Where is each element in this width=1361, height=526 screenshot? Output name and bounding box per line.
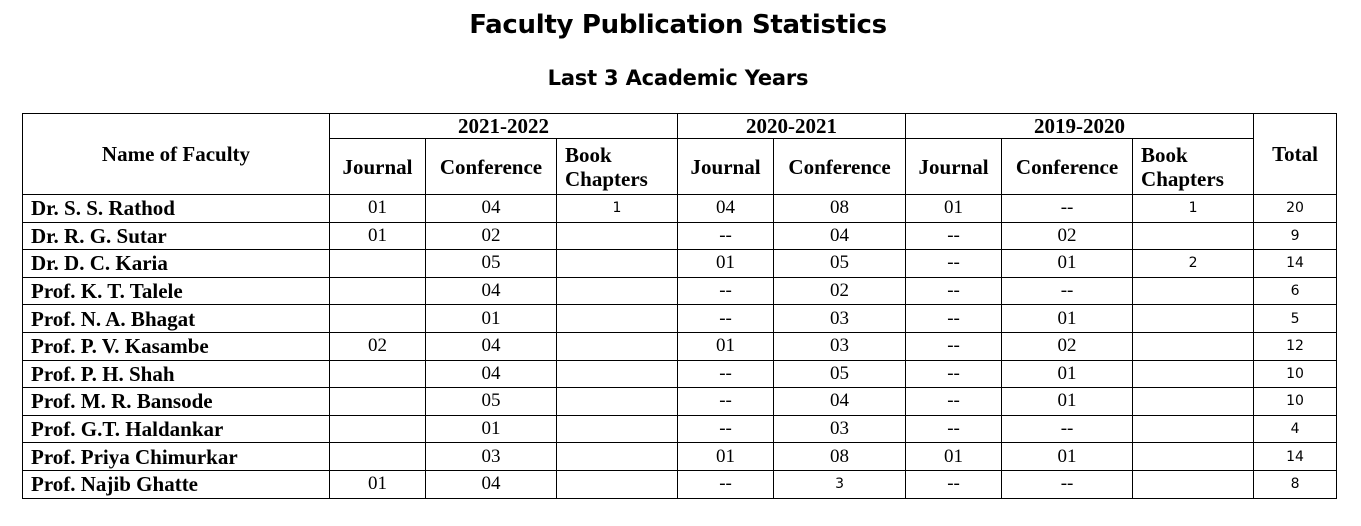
journal-2019-2020-cell: 01 <box>906 195 1002 223</box>
total-cell: 20 <box>1254 195 1337 223</box>
journal-2020-2021-cell: -- <box>678 360 774 388</box>
journal-2021-2022-cell <box>330 388 426 416</box>
journal-2019-2020-cell: -- <box>906 415 1002 443</box>
book-chapters-2019-2020-cell: 2 <box>1133 250 1254 278</box>
journal-2019-2020-cell: 01 <box>906 443 1002 471</box>
header-conference: Conference <box>1002 139 1133 195</box>
book-chapters-2019-2020-cell <box>1133 332 1254 360</box>
book-chapters-2019-2020-cell <box>1133 443 1254 471</box>
journal-2019-2020-cell: -- <box>906 388 1002 416</box>
conference-2021-2022-cell: 05 <box>426 388 557 416</box>
conference-2020-2021-cell: 08 <box>774 443 906 471</box>
conference-2021-2022-cell: 03 <box>426 443 557 471</box>
book-chapters-2019-2020-cell <box>1133 415 1254 443</box>
header-year-2021-2022: 2021-2022 <box>330 114 678 139</box>
journal-2019-2020-cell: -- <box>906 305 1002 333</box>
book-chapters-2019-2020-cell <box>1133 388 1254 416</box>
book-chapters-2021-2022-cell <box>557 360 678 388</box>
faculty-name-cell: Dr. S. S. Rathod <box>23 195 330 223</box>
conference-2019-2020-cell: -- <box>1002 415 1133 443</box>
conference-2019-2020-cell: -- <box>1002 470 1133 498</box>
total-cell: 8 <box>1254 470 1337 498</box>
conference-2019-2020-cell: 02 <box>1002 332 1133 360</box>
journal-2021-2022-cell <box>330 277 426 305</box>
table-body <box>23 195 1337 499</box>
journal-2019-2020-cell: -- <box>906 360 1002 388</box>
conference-2020-2021-cell: 03 <box>774 415 906 443</box>
journal-2019-2020-cell: -- <box>906 222 1002 250</box>
total-cell: 10 <box>1254 388 1337 416</box>
table-row <box>23 222 1337 250</box>
conference-2020-2021-cell: 03 <box>774 305 906 333</box>
faculty-name-cell: Dr. R. G. Sutar <box>23 222 330 250</box>
book-chapters-2019-2020-cell <box>1133 305 1254 333</box>
journal-2020-2021-cell: -- <box>678 305 774 333</box>
faculty-name-cell: Prof. P. H. Shah <box>23 360 330 388</box>
table-row <box>23 195 1337 223</box>
book-chapters-2021-2022-cell: 1 <box>557 195 678 223</box>
faculty-name-cell: Prof. G.T. Haldankar <box>23 415 330 443</box>
journal-2020-2021-cell: -- <box>678 222 774 250</box>
journal-2021-2022-cell <box>330 305 426 333</box>
conference-2020-2021-cell: 05 <box>774 250 906 278</box>
conference-2021-2022-cell: 02 <box>426 222 557 250</box>
journal-2020-2021-cell: -- <box>678 470 774 498</box>
header-book-chapters: Book Chapters <box>557 139 678 195</box>
total-cell: 14 <box>1254 250 1337 278</box>
journal-2021-2022-cell <box>330 250 426 278</box>
book-chapters-2021-2022-cell <box>557 305 678 333</box>
faculty-name-cell: Prof. Priya Chimurkar <box>23 443 330 471</box>
conference-2019-2020-cell: 01 <box>1002 388 1133 416</box>
journal-2021-2022-cell: 01 <box>330 222 426 250</box>
conference-2020-2021-cell: 02 <box>774 277 906 305</box>
total-cell: 14 <box>1254 443 1337 471</box>
conference-2019-2020-cell: -- <box>1002 195 1133 223</box>
header-row-years <box>23 114 1337 139</box>
conference-2021-2022-cell: 05 <box>426 250 557 278</box>
header-conference: Conference <box>774 139 906 195</box>
page-subtitle: Last 3 Academic Years <box>547 66 809 90</box>
journal-2019-2020-cell: -- <box>906 277 1002 305</box>
book-chapters-2021-2022-cell <box>557 443 678 471</box>
total-cell: 5 <box>1254 305 1337 333</box>
header-name-of-faculty: Name of Faculty <box>23 114 330 195</box>
conference-2020-2021-cell: 03 <box>774 332 906 360</box>
conference-2020-2021-cell: 04 <box>774 388 906 416</box>
header-journal: Journal <box>678 139 774 195</box>
conference-2019-2020-cell: 01 <box>1002 443 1133 471</box>
book-chapters-2021-2022-cell <box>557 250 678 278</box>
conference-2020-2021-cell: 05 <box>774 360 906 388</box>
book-chapters-2019-2020-cell: 1 <box>1133 195 1254 223</box>
header-conference: Conference <box>426 139 557 195</box>
book-chapters-2019-2020-cell <box>1133 222 1254 250</box>
conference-2021-2022-cell: 04 <box>426 277 557 305</box>
journal-2019-2020-cell: -- <box>906 470 1002 498</box>
faculty-name-cell: Prof. K. T. Talele <box>23 277 330 305</box>
journal-2020-2021-cell: 01 <box>678 250 774 278</box>
conference-2019-2020-cell: 01 <box>1002 250 1133 278</box>
conference-2019-2020-cell: -- <box>1002 277 1133 305</box>
journal-2020-2021-cell: 01 <box>678 332 774 360</box>
journal-2021-2022-cell <box>330 443 426 471</box>
conference-2021-2022-cell: 04 <box>426 195 557 223</box>
header-year-2019-2020: 2019-2020 <box>906 114 1254 139</box>
table-row <box>23 415 1337 443</box>
header-book-chapters: Book Chapters <box>1133 139 1254 195</box>
conference-2021-2022-cell: 04 <box>426 360 557 388</box>
header-journal: Journal <box>330 139 426 195</box>
header-total: Total <box>1254 114 1337 195</box>
table-row <box>23 277 1337 305</box>
conference-2019-2020-cell: 01 <box>1002 305 1133 333</box>
conference-2021-2022-cell: 04 <box>426 470 557 498</box>
journal-2019-2020-cell: -- <box>906 332 1002 360</box>
conference-2020-2021-cell: 08 <box>774 195 906 223</box>
journal-2020-2021-cell: -- <box>678 415 774 443</box>
journal-2021-2022-cell <box>330 415 426 443</box>
table-row <box>23 360 1337 388</box>
conference-2021-2022-cell: 01 <box>426 415 557 443</box>
total-cell: 9 <box>1254 222 1337 250</box>
journal-2021-2022-cell: 02 <box>330 332 426 360</box>
conference-2019-2020-cell: 02 <box>1002 222 1133 250</box>
faculty-name-cell: Dr. D. C. Karia <box>23 250 330 278</box>
table-row <box>23 388 1337 416</box>
book-chapters-2019-2020-cell <box>1133 470 1254 498</box>
book-chapters-2021-2022-cell <box>557 470 678 498</box>
book-chapters-2021-2022-cell <box>557 332 678 360</box>
total-cell: 6 <box>1254 277 1337 305</box>
book-chapters-2021-2022-cell <box>557 277 678 305</box>
header-journal: Journal <box>906 139 1002 195</box>
journal-2021-2022-cell: 01 <box>330 195 426 223</box>
journal-2020-2021-cell: 04 <box>678 195 774 223</box>
table-row <box>23 470 1337 498</box>
conference-2021-2022-cell: 04 <box>426 332 557 360</box>
conference-2021-2022-cell: 01 <box>426 305 557 333</box>
journal-2021-2022-cell: 01 <box>330 470 426 498</box>
book-chapters-2019-2020-cell <box>1133 360 1254 388</box>
table-row <box>23 443 1337 471</box>
total-cell: 12 <box>1254 332 1337 360</box>
journal-2021-2022-cell <box>330 360 426 388</box>
faculty-name-cell: Prof. M. R. Bansode <box>23 388 330 416</box>
book-chapters-2021-2022-cell <box>557 222 678 250</box>
journal-2020-2021-cell: -- <box>678 277 774 305</box>
journal-2020-2021-cell: -- <box>678 388 774 416</box>
table-row <box>23 250 1337 278</box>
total-cell: 4 <box>1254 415 1337 443</box>
conference-2020-2021-cell: 04 <box>774 222 906 250</box>
conference-2019-2020-cell: 01 <box>1002 360 1133 388</box>
table-row <box>23 332 1337 360</box>
journal-2020-2021-cell: 01 <box>678 443 774 471</box>
publication-table <box>22 113 1337 499</box>
book-chapters-2021-2022-cell <box>557 415 678 443</box>
journal-2019-2020-cell: -- <box>906 250 1002 278</box>
faculty-name-cell: Prof. P. V. Kasambe <box>23 332 330 360</box>
conference-2020-2021-cell: 3 <box>774 470 906 498</box>
total-cell: 10 <box>1254 360 1337 388</box>
book-chapters-2019-2020-cell <box>1133 277 1254 305</box>
page-title: Faculty Publication Statistics <box>469 10 887 40</box>
header-year-2020-2021: 2020-2021 <box>678 114 906 139</box>
faculty-name-cell: Prof. N. A. Bhagat <box>23 305 330 333</box>
book-chapters-2021-2022-cell <box>557 388 678 416</box>
faculty-name-cell: Prof. Najib Ghatte <box>23 470 330 498</box>
table-row <box>23 305 1337 333</box>
